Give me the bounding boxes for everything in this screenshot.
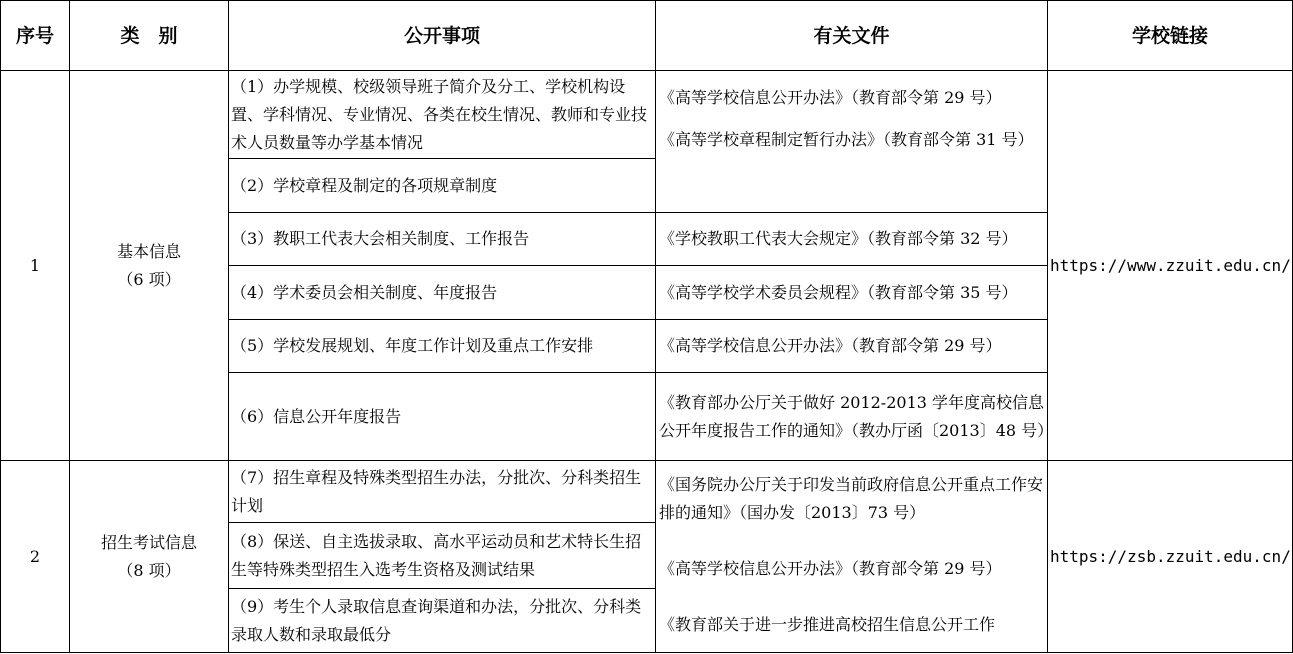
item-row	[229, 320, 655, 372]
group-1-seq	[1, 71, 69, 460]
doc-text: 《高等学校信息公开办法》（教育部令第 29 号）	[659, 559, 1002, 578]
group-1-category	[70, 71, 228, 460]
item-row	[229, 266, 655, 319]
item-row	[229, 373, 655, 460]
category-name: 基本信息	[116, 241, 181, 261]
item-row	[229, 159, 655, 212]
doc-cell	[656, 213, 1047, 265]
item-text: （7）招生章程及特殊类型招生办法，分批次、分科类招生计划	[231, 467, 642, 515]
school-link-cell	[1048, 461, 1292, 652]
item-row	[229, 213, 655, 265]
item-text: （9）考生个人录取信息查询渠道和办法，分批次、分科类录取人数和录取最低分	[231, 596, 642, 644]
group-2-seq	[1, 461, 69, 652]
school-link[interactable]: https://zsb.zzuit.edu.cn/	[1050, 546, 1291, 566]
doc-cell	[656, 71, 1047, 212]
school-link-cell	[1048, 71, 1292, 460]
doc-text: 《高等学校章程制定暂行办法》（教育部令第 31 号）	[659, 130, 1034, 149]
doc-cell	[656, 320, 1047, 372]
item-text: （5）学校发展规划、年度工作计划及重点工作安排	[231, 336, 594, 355]
category-count: （8 项）	[117, 560, 181, 580]
item-row	[229, 523, 655, 588]
category-name: 招生考试信息	[100, 532, 197, 552]
doc-text: 《高等学校学术委员会规程》（教育部令第 35 号）	[659, 282, 1018, 302]
doc-cell	[656, 461, 1047, 652]
doc-cell	[656, 373, 1054, 460]
seq-number: 1	[29, 255, 41, 275]
item-text: （1）办学规模、校级领导班子简介及分工、学校机构设置、学科情况、专业情况、各类在校生情况、教师和专业技术人员数量等办学基本情况	[231, 76, 648, 152]
item-text: （2）学校章程及制定的各项规章制度	[231, 175, 498, 195]
header-link: 学校链接	[1131, 24, 1208, 47]
item-row	[229, 589, 655, 652]
doc-text: 《国务院办公厅关于印发当前政府信息公开重点工作安排的通知》（国办发〔2013〕73 号）	[659, 475, 1044, 522]
item-row	[229, 461, 655, 522]
header-docs: 有关文件	[813, 24, 890, 47]
doc-text: 《高等学校信息公开办法》（教育部令第 29 号）	[659, 336, 1002, 355]
doc-text: 《教育部办公厅关于做好 2012-2013 学年度高校信息公开年度报告工作的通知》（教办厅函〔2013〕48 号）	[659, 392, 1054, 440]
item-row	[229, 71, 655, 158]
category-count: （6 项）	[117, 269, 181, 289]
header-seq: 序号	[15, 24, 54, 47]
group-2-category	[70, 461, 228, 652]
doc-text: 《教育部关于进一步推进高校招生信息公开工作	[659, 615, 996, 634]
item-text: （4）学术委员会相关制度、年度报告	[231, 282, 498, 302]
seq-number: 2	[29, 546, 41, 566]
item-text: （8）保送、自主选拔录取、高水平运动员和艺术特长生招生等特殊类型招生入选考生资格及测试结果	[231, 531, 642, 579]
item-text: （3）教职工代表大会相关制度、工作报告	[231, 229, 530, 248]
doc-text: 《高等学校信息公开办法》（教育部令第 29 号）	[659, 88, 1002, 107]
school-link[interactable]: https://www.zzuit.edu.cn/	[1050, 255, 1291, 275]
header-item: 公开事项	[403, 24, 480, 47]
doc-cell	[656, 266, 1047, 319]
doc-text: 《学校教职工代表大会规定》（教育部令第 32 号）	[659, 229, 1018, 248]
item-text: （6）信息公开年度报告	[231, 406, 402, 426]
header-category: 类 别	[120, 24, 178, 47]
